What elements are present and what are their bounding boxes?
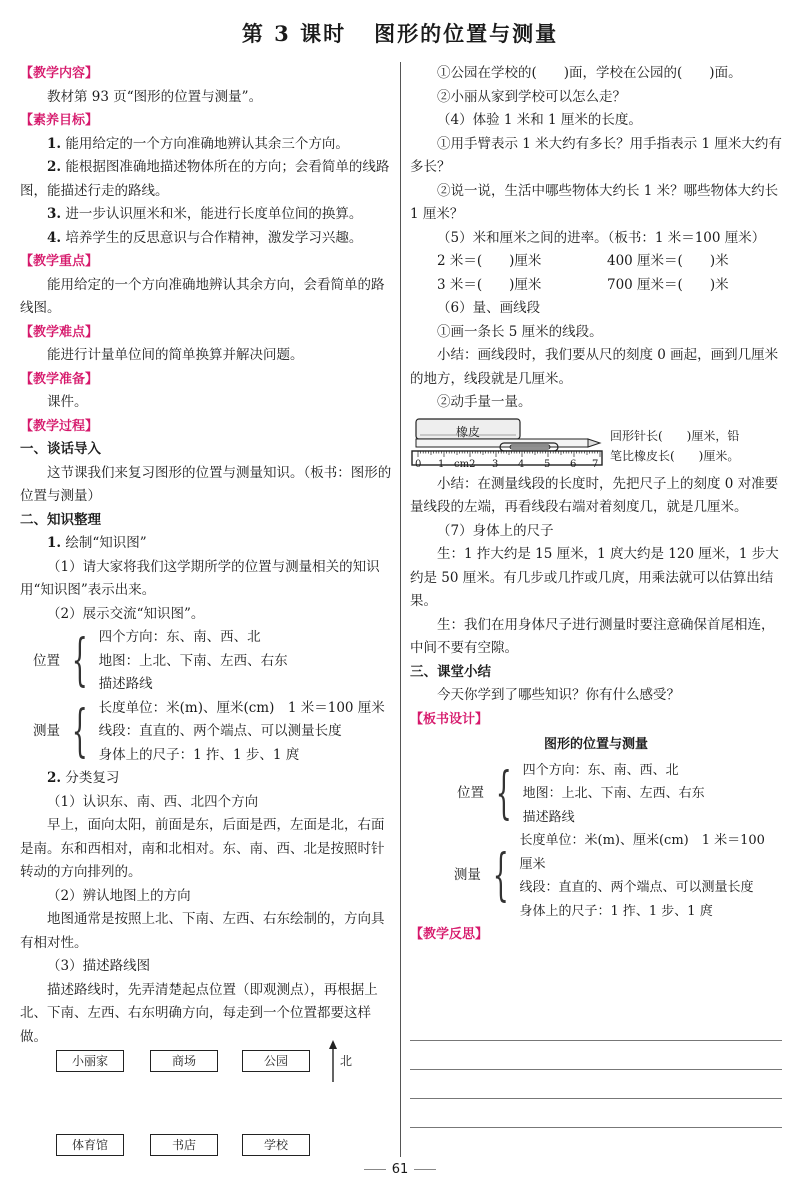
review-5-heading: （5）米和厘米之间的进率。（板书：1 米＝100 厘米） (437, 229, 766, 246)
north-label: 北 (340, 1054, 353, 1068)
conversion-item: 700 厘米＝( )米 (607, 276, 729, 293)
ruler-note-2: 笔比橡皮长( )厘米。 (610, 448, 740, 463)
position-item: 描述路线 (98, 676, 153, 692)
conversion-item: 400 厘米＝( )米 (607, 253, 729, 269)
page-title (0, 18, 800, 48)
position-item: 地图：上北、下南、左西、右东 (98, 652, 288, 669)
summary-2: 小结：在测量线段的长度时，先把尺子上的刻度 0 对准要量线段的左端，再看线段右端对着刻度几，就是几厘米。 (410, 475, 779, 515)
ruler-tick: 7 (592, 458, 599, 470)
writing-line (410, 1069, 782, 1070)
map-box-mall: 商场 (150, 1050, 218, 1072)
ruler-tick: 5 (544, 458, 551, 470)
review-6-a: ①画一条长 5 厘米的线段。 (437, 323, 603, 340)
review-4-heading: （4）体验 1 米和 1 厘米的长度。 (437, 112, 642, 128)
right-column (410, 62, 782, 947)
ruler-note-1: 回形针长( )厘米，铅 (610, 428, 740, 443)
goal-4: 4. 培养学生的反思意识与合作精神，激发学习兴趣。 (47, 229, 363, 246)
review-3-heading: （3）描述路线图 (47, 958, 151, 974)
board-title: 图形的位置与测量 (543, 737, 648, 752)
conversion-item: 3 米＝( )厘米 (437, 276, 542, 293)
measurement-label: 测量 (33, 723, 60, 739)
position-item: 四个方向：东、南、西、北 (98, 629, 261, 645)
board-position-item: 四个方向：东、南、西、北 (522, 762, 679, 778)
writing-line (410, 1098, 782, 1099)
lesson-number: 第 3 课时 (241, 21, 347, 46)
left-column (20, 62, 392, 1049)
ruler-tick: 1 (438, 458, 445, 470)
map-box-school: 学校 (242, 1134, 310, 1156)
ruler-tick: 4 (518, 458, 525, 470)
summary-1: 小结：画线段时，我们要从尺的刻度 0 画起，画到几厘米的地方，线段就是几厘米。 (410, 347, 779, 387)
map-box-gym: 体育馆 (56, 1134, 124, 1156)
review-3-text: 描述路线时，先弄清楚起点位置（即观测点），再根据上北、下南、左西、右东明确方向，每走到一个位置都要这样做。 (20, 981, 378, 1045)
goal-3: 3. 进一步认识厘米和米，能进行长度单位间的换算。 (47, 206, 363, 222)
board-measurement-item: 长度单位：米(m)、厘米(cm) 1 米＝100 厘米 (519, 833, 765, 872)
eraser-label: 橡皮 (455, 424, 480, 439)
conversion-row (410, 274, 782, 298)
ruler-tick: 6 (570, 458, 577, 470)
board-position-item: 地图：上北、下南、左西、右东 (522, 786, 705, 801)
ruler-tick: cm2 (454, 458, 476, 470)
key-text: 能用给定的一个方向准确地辨认其余方向，会看简单的路线图。 (20, 276, 385, 316)
goal-2: 2. 能根据图准确地描述物体所在的方向；会看简单的线路图，能描述行走的路线。 (20, 159, 390, 199)
reflection-lines (410, 1040, 782, 1156)
board-measurement-label: 测量 (453, 867, 481, 884)
map-box-bookstore: 书店 (150, 1134, 218, 1156)
question-2: ②小丽从家到学校可以怎么走？ (437, 88, 626, 105)
tag-key: 【教学重点】 (20, 254, 99, 269)
map-box-park: 公园 (242, 1050, 310, 1072)
review-4-b: ②说一说，生活中哪些物体大约长 1 米？哪些物体大约长 1 厘米？ (410, 182, 779, 222)
tag-process: 【教学过程】 (20, 418, 99, 434)
ruler-tick: 0 (415, 458, 422, 470)
map-box-home: 小丽家 (56, 1050, 124, 1072)
review-2-heading: （2）辨认地图上的方向 (47, 887, 191, 904)
measurement-item: 长度单位：米(m)、厘米(cm) 1 米＝100 厘米 (98, 699, 385, 716)
tag-content: 【教学内容】 (20, 66, 99, 81)
measurement-item: 身体上的尺子：1 拃、1 步、1 庹 (98, 746, 300, 763)
writing-line (410, 1127, 782, 1128)
review-6-heading: （6）量、画线段 (437, 300, 541, 316)
section-1-heading: 一、谈话导入 (20, 441, 101, 457)
section-2-heading: 二、知识整理 (20, 511, 101, 528)
subsection-1-a: （1）请大家将我们这学期所学的位置与测量相关的知识用“知识图”表示出来。 (20, 558, 380, 598)
board-measurement-item: 身体上的尺子：1 拃、1 步、1 庹 (519, 903, 713, 919)
knowledge-map-measurement (20, 697, 392, 768)
north-arrow-icon (326, 1040, 340, 1084)
brace-icon: { (71, 698, 88, 764)
knowledge-map-position (20, 626, 392, 697)
subsection-2-heading: 2. 分类复习 (47, 770, 120, 786)
conversion-item: 2 米＝( )厘米 (437, 253, 542, 269)
tag-reflect: 【教学反思】 (410, 927, 489, 942)
column-divider (400, 62, 401, 1157)
page-number: 61 (0, 1162, 800, 1177)
tag-difficult: 【教学难点】 (20, 324, 99, 340)
review-7-heading: （7）身体上的尺子 (437, 522, 554, 539)
content-text: 教材第 93 页“图形的位置与测量”。 (47, 88, 263, 105)
board-position-label: 位置 (457, 785, 484, 801)
subsection-1-heading: 1. 绘制“知识图” (47, 535, 147, 551)
brace-icon: { (492, 843, 509, 908)
lesson-topic: 图形的位置与测量 (374, 21, 559, 46)
board-measurement-item: 线段：直直的、两个端点、可以测量长度 (519, 880, 754, 895)
question-1: ①公园在学校的( )面，学校在公园的( )面。 (437, 65, 742, 81)
review-1-text: 早上，面向太阳，前面是东，后面是西，左面是北，右面是南。东和西相对，南和北相对。东、南、西、北是按照时针转动的方向排列的。 (20, 817, 385, 880)
review-2-text: 地图通常是按照上北、下南、左西、右东绘制的，方向具有相对性。 (20, 911, 385, 951)
section-3-text: 今天你学到了哪些知识？你有什么感受？ (437, 687, 680, 703)
position-label: 位置 (33, 652, 60, 669)
tag-goals: 【素养目标】 (20, 113, 99, 128)
ruler-figure (410, 417, 782, 470)
review-7-b: 生：我们在用身体尺子进行测量时要注意确保首尾相连，中间不要有空隙。 (410, 616, 775, 656)
measurement-item: 线段：直直的、两个端点、可以测量长度 (98, 723, 342, 739)
brace-icon: { (71, 628, 88, 694)
board-measurement (410, 829, 782, 923)
route-map (20, 1040, 392, 1160)
board-position-item: 描述路线 (522, 809, 575, 825)
difficult-text: 能进行计量单位间的简单换算并解决问题。 (47, 347, 304, 363)
review-4-a: ①用手臂表示 1 米大约有多长？用手指表示 1 厘米大约有多长？ (410, 135, 782, 175)
review-1-heading: （1）认识东、南、西、北四个方向 (47, 793, 259, 810)
section-3-heading: 三、课堂小结 (410, 663, 491, 680)
goal-1: 1. 能用给定的一个方向准确地辨认其余三个方向。 (47, 135, 349, 152)
subsection-1-b: （2）展示交流“知识图”。 (47, 605, 205, 622)
section-1-text: 这节课我们来复习图形的位置与测量知识。（板书：图形的位置与测量） (20, 464, 392, 504)
review-6-b: ②动手量一量。 (437, 394, 532, 410)
tag-board: 【板书设计】 (410, 711, 489, 727)
board-design (410, 759, 782, 924)
board-position (410, 759, 782, 830)
conversion-row (410, 250, 782, 274)
ruler-tick: 3 (492, 458, 499, 470)
writing-line (410, 1040, 782, 1041)
brace-icon: { (495, 760, 512, 826)
review-7-a: 生：1 拃大约是 15 厘米，1 庹大约是 120 厘米，1 步大约是 50 厘米。有几步或几拃或几庹，用乘法就可以估算出结果。 (410, 546, 779, 609)
prep-text: 课件。 (47, 394, 88, 410)
tag-prep: 【教学准备】 (20, 371, 99, 387)
